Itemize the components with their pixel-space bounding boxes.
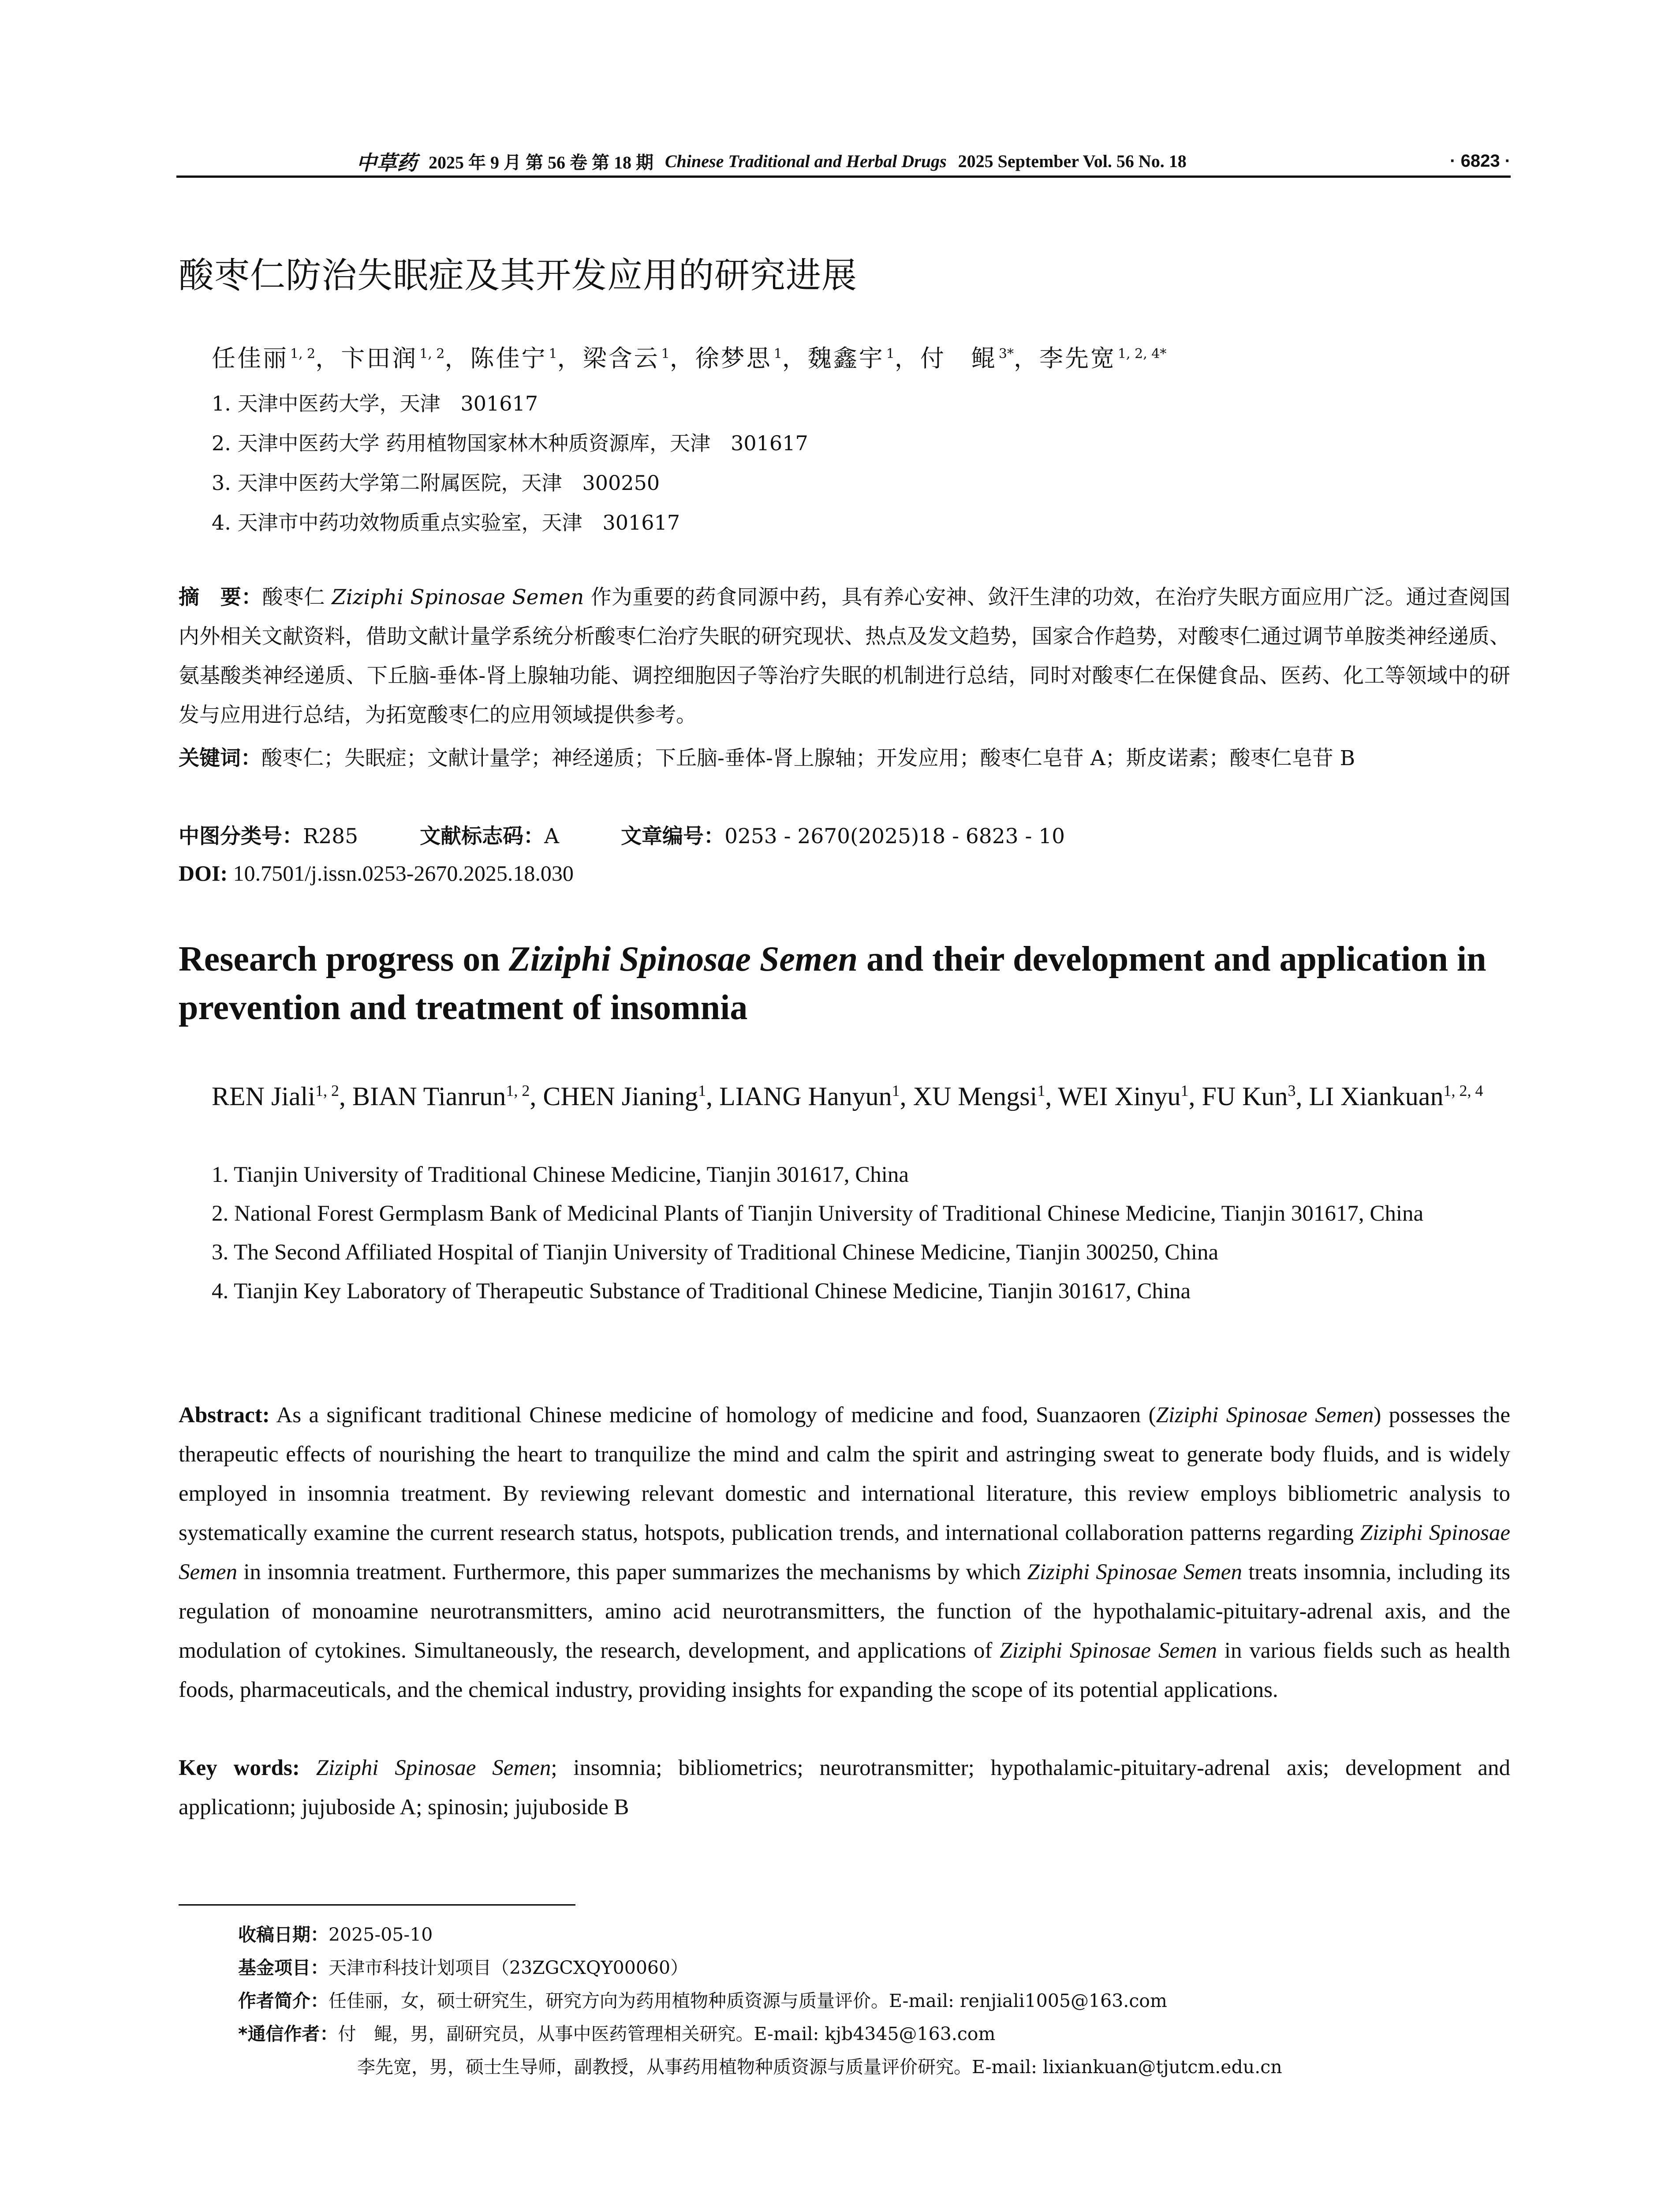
en-author-name: FU Kun	[1202, 1082, 1288, 1111]
doi-line	[179, 858, 1510, 889]
en-affiliation: 2. National Forest Germplasm Bank of Medicinal Plants of Tianjin University of Traditional Chinese Medicine, Tianjin 301617, China	[212, 1201, 1424, 1226]
page-number: · 6823 ·	[1450, 151, 1511, 171]
title-en	[179, 935, 1510, 1032]
article-no-label: 文章编号：	[621, 824, 725, 848]
cn-author-separator: ，	[894, 344, 920, 372]
classification-line	[179, 821, 1510, 852]
abstract-cn	[179, 578, 1510, 735]
title-en-part-2: and their development and application in prevention and treatment of insomnia	[179, 940, 1486, 1027]
abstract-en-text-3: in insomnia treatment. Furthermore, this paper summarizes the mechanisms by which	[237, 1560, 1027, 1585]
bio-text: 任佳丽，女，硕士研究生，研究方向为药用植物种质资源与质量评价。E-mail: renjiali1005@163.com	[329, 1990, 1167, 2011]
en-author-affiliation-mark: 1, 2, 4	[1443, 1082, 1483, 1099]
cn-author-affiliation-mark: 1	[549, 346, 557, 362]
clc-label: 中图分类号：	[179, 824, 303, 848]
footnote-corresponding-2	[238, 2051, 1508, 2084]
cn-author-name: 梁含云	[582, 344, 660, 372]
en-author	[719, 1082, 913, 1111]
cn-author-affiliation-mark: 3*	[998, 346, 1014, 362]
cn-author-name: 任佳丽	[212, 344, 288, 372]
affiliations-cn	[212, 384, 808, 542]
abstract-cn-latin: Ziziphi Spinosae Semen	[332, 585, 584, 609]
authors-cn	[212, 340, 1166, 374]
en-author-affiliation-mark: 1	[1037, 1082, 1045, 1099]
journal-name-en: Chinese Traditional and Herbal Drugs	[665, 151, 947, 171]
en-author-name: XU Mengsi	[913, 1082, 1038, 1111]
cn-author	[583, 340, 695, 374]
cn-author-affiliation-mark: 1	[773, 346, 782, 362]
received-label: 收稿日期：	[238, 1924, 329, 1945]
abstract-en-latin-1: Ziziphi Spinosae Semen	[1156, 1403, 1374, 1428]
cn-author-name: 李先宽	[1039, 344, 1116, 372]
en-author-affiliation-mark: 1	[1180, 1082, 1189, 1099]
cn-author-affiliation-mark: 1, 2	[290, 346, 316, 362]
cn-author-separator: ，	[444, 344, 470, 372]
abstract-cn-label: 摘 要：	[179, 585, 262, 609]
footnotes	[238, 1918, 1508, 2084]
clc-value: R285	[303, 824, 358, 848]
abstract-en-text-2: ) possesses the therapeutic effects of nourishing the heart to tranquilize the mind and calm the spirit and astringing sweat to generate body fluids, and is widely employed in insomnia treatment. By reviewing relevant domestic and international literature, this review employs bibliometric analysis to systematically examine the current research status, hotspots, publication trends, and international collaboration patterns regarding	[179, 1403, 1510, 1545]
fund-text: 天津市科技计划项目（23ZGCXQY00060）	[329, 1957, 689, 1978]
keywords-en	[179, 1749, 1510, 1827]
authors-en	[212, 1072, 1512, 1115]
en-affiliation: 3. The Second Affiliated Hospital of Tianjin University of Traditional Chinese Medicine, Tianjin 300250, China	[212, 1240, 1219, 1265]
abstract-cn-text-2: 作为重要的药食同源中药，具有养心安神、敛汗生津的功效，在治疗失眠方面应用广泛。通过查阅国内外相关文献资料，借助文献计量学系统分析酸枣仁治疗失眠的研究现状、热点及发文趋势，国家合作趋势，对酸枣仁通过调节单胺类神经递质、氨基酸类神经递质、下丘脑-垂体-肾上腺轴功能、调控细胞因子等治疗失眠的机制进行总结，同时对酸枣仁在保健食品、医药、化工等领域中的研发与应用进行总结，为拓宽酸枣仁的应用领域提供参考。	[179, 585, 1510, 727]
abstract-en	[179, 1396, 1510, 1710]
cn-author-affiliation-mark: 1	[886, 346, 895, 362]
en-author	[1202, 1082, 1309, 1111]
fund-label: 基金项目：	[238, 1957, 329, 1978]
doi-label: DOI:	[179, 861, 228, 886]
cn-author	[695, 340, 808, 374]
abstract-en-latin-2: Ziziphi Spinosae Semen	[179, 1521, 1510, 1585]
abstract-en-latin-3: Ziziphi Spinosae Semen	[1027, 1560, 1242, 1585]
keywords-cn-label: 关键词：	[179, 746, 261, 770]
en-author	[913, 1082, 1058, 1111]
clc-number	[179, 821, 358, 852]
en-author	[212, 1082, 352, 1111]
cn-affiliation: 4. 天津市中药功效物质重点实验室，天津 301617	[212, 511, 680, 534]
doc-code-label: 文献标志码：	[420, 824, 545, 848]
footnote-received	[238, 1918, 1508, 1951]
keywords-en-label: Key words:	[179, 1756, 300, 1780]
en-author-separator: ,	[1188, 1082, 1202, 1111]
en-author	[1058, 1082, 1202, 1111]
abstract-en-label: Abstract:	[179, 1403, 270, 1428]
cn-author-affiliation-mark: 1, 2	[419, 346, 445, 362]
footnote-rule	[179, 1904, 575, 1906]
footnote-corresponding-1	[238, 2018, 1508, 2051]
en-author	[1309, 1082, 1483, 1111]
en-author-name: CHEN Jianing	[543, 1082, 698, 1111]
abstract-en-text-4: treats insomnia, including its regulation of monoamine neurotransmitters, amino acid neurotransmitters, the function of the hypothalamic-pituitary-adrenal axis, and the modulation of cytokines. Simultaneously, the research, development, and applications of	[179, 1560, 1510, 1663]
en-author-affiliation-mark: 1	[698, 1082, 706, 1099]
corr-text-1: 付 鲲，男，副研究员，从事中医药管理相关研究。E-mail: kjb4345@163.com	[338, 2023, 996, 2044]
issue-en: 2025 September Vol. 56 No. 18	[958, 151, 1187, 171]
cn-author	[212, 340, 341, 374]
en-author-separator: ,	[1295, 1082, 1309, 1111]
en-author-affiliation-mark: 3	[1288, 1082, 1296, 1099]
cn-author-name: 陈佳宁	[470, 344, 547, 372]
cn-author-affiliation-mark: 1	[661, 346, 670, 362]
cn-author-separator: ，	[782, 344, 808, 372]
abstract-cn-text-1: 酸枣仁	[262, 585, 332, 609]
en-author-name: LIANG Hanyun	[719, 1082, 892, 1111]
en-author-name: REN Jiali	[212, 1082, 315, 1111]
cn-author-separator: ，	[1013, 344, 1039, 372]
bio-label: 作者简介：	[238, 1990, 329, 2011]
en-author	[543, 1082, 719, 1111]
cn-author-affiliation-mark: 1, 2, 4*	[1117, 346, 1167, 362]
cn-affiliation: 2. 天津中医药大学 药用植物国家林木种质资源库，天津 301617	[212, 431, 808, 455]
en-author-affiliation-mark: 1, 2	[315, 1082, 339, 1099]
en-author-name: LI Xiankuan	[1309, 1082, 1444, 1111]
doi-value[interactable]: 10.7501/j.issn.0253-2670.2025.18.030	[228, 861, 574, 886]
cn-author-separator: ，	[669, 344, 695, 372]
title-en-latin: Ziziphi Spinosae Semen	[508, 940, 858, 979]
footnote-fund	[238, 1951, 1508, 1984]
cn-author-name: 卞田润	[341, 344, 418, 372]
received-date: 2025-05-10	[329, 1924, 433, 1945]
footnote-author-bio	[238, 1984, 1508, 2018]
keywords-en-latin: Ziziphi Spinosae Semen	[316, 1756, 551, 1780]
en-author-name: WEI Xinyu	[1058, 1082, 1181, 1111]
en-author	[352, 1082, 543, 1111]
cn-author-name: 付 鲲	[920, 344, 997, 372]
cn-author-name: 魏鑫宇	[807, 344, 885, 372]
title-cn: 酸枣仁防治失眠症及其开发应用的研究进展	[179, 255, 857, 296]
abstract-en-text-5: in various fields such as health foods, pharmaceuticals, and the chemical industry, providing insights for expanding the scope of its potential applications.	[179, 1638, 1510, 1702]
document-code	[420, 821, 559, 852]
article-number	[621, 821, 1065, 852]
cn-author	[920, 340, 1039, 374]
cn-author	[808, 340, 920, 374]
cn-author	[470, 340, 583, 374]
keywords-cn	[179, 739, 1510, 778]
en-author-separator: ,	[1045, 1082, 1058, 1111]
en-affiliation: 4. Tianjin Key Laboratory of Therapeutic Substance of Traditional Chinese Medicine, Tianjin 301617, China	[212, 1279, 1191, 1304]
cn-author	[1039, 340, 1166, 374]
doc-code-value: A	[544, 824, 560, 848]
en-author-name: BIAN Tianrun	[352, 1082, 506, 1111]
issue-cn: 2025 年 9 月 第 56 卷 第 18 期	[429, 153, 653, 172]
en-author-separator: ,	[530, 1082, 543, 1111]
corr-text-2: 李先宽，男，硕士生导师，副教授，从事药用植物种质资源与质量评价研究。E-mail: lixiankuan@tjutcm.edu.cn	[357, 2056, 1282, 2078]
keywords-en-text: ; insomnia; bibliometrics; neurotransmitter; hypothalamic-pituitary-adrenal axis; development and applicationn; jujuboside A; spinosin; jujuboside B	[179, 1756, 1510, 1820]
cn-affiliation: 3. 天津中医药大学第二附属医院，天津 300250	[212, 471, 660, 495]
cn-affiliation: 1. 天津中医药大学，天津 301617	[212, 392, 538, 415]
journal-logo-cn: 中草药	[356, 150, 417, 175]
article-no-value: 0253 - 2670(2025)18 - 6823 - 10	[724, 824, 1065, 848]
en-author-affiliation-mark: 1, 2	[506, 1082, 530, 1099]
en-author-separator: ,	[900, 1082, 913, 1111]
cn-author-separator: ，	[315, 344, 341, 372]
cn-author	[341, 340, 470, 374]
en-affiliation: 1. Tianjin University of Traditional Chinese Medicine, Tianjin 301617, China	[212, 1162, 909, 1187]
keywords-cn-text: 酸枣仁；失眠症；文献计量学；神经递质；下丘脑-垂体-肾上腺轴；开发应用；酸枣仁皂苷 A；斯皮诺素；酸枣仁皂苷 B	[261, 746, 1355, 770]
en-author-separator: ,	[706, 1082, 720, 1111]
running-header	[176, 147, 1511, 178]
abstract-en-text-1: As a significant traditional Chinese medicine of homology of medicine and food, Suanzaoren (	[269, 1403, 1156, 1428]
cn-author-separator: ，	[557, 344, 583, 372]
abstract-en-latin-4: Ziziphi Spinosae Semen	[1000, 1638, 1217, 1663]
title-en-part-1: Research progress on	[179, 940, 509, 979]
en-author-affiliation-mark: 1	[892, 1082, 900, 1099]
corr-label: *通信作者：	[238, 2023, 338, 2044]
cn-author-name: 徐梦思	[695, 344, 772, 372]
affiliations-en	[212, 1155, 1517, 1311]
en-author-separator: ,	[339, 1082, 352, 1111]
